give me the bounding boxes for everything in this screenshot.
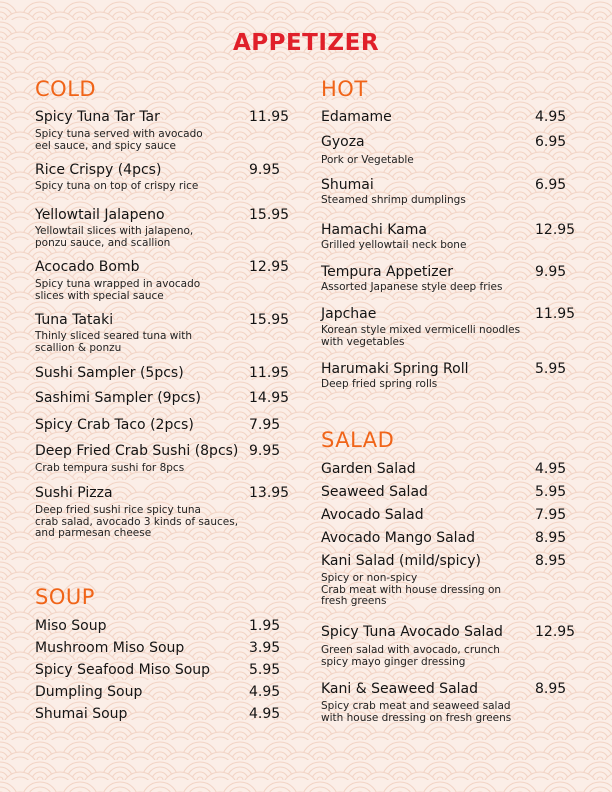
item-name: Harumaki Spring Roll [321,361,469,377]
item-price: 6.95 [535,177,567,193]
item-description: Crab tempura sushi for 8pcs [35,462,185,474]
item-price: 1.95 [249,618,281,634]
item-description: Spicy crab meat and seaweed salad with house dressing on fresh greens [321,700,512,724]
item-price: 11.95 [249,109,290,125]
item-name: Avocado Salad [321,507,424,523]
item-price: 5.95 [535,484,567,500]
item-name: Sushi Pizza [35,485,113,501]
item-name: Yellowtail Jalapeno [35,207,165,223]
item-price: 6.95 [535,134,567,150]
item-price: 4.95 [249,706,281,722]
item-description: Deep fried spring rolls [321,378,438,390]
item-price: 7.95 [249,417,281,433]
item-name: Rice Crispy (4pcs) [35,162,162,178]
item-name: Spicy Tuna Avocado Salad [321,624,503,640]
section-title-salad: SALAD [321,428,395,452]
item-description: Green salad with avocado, crunch spicy mayo ginger dressing [321,644,500,668]
item-price: 9.95 [249,443,281,459]
item-description: Spicy or non-spicy Crab meat with house dressing on fresh greens [321,572,502,607]
item-description: Korean style mixed vermicelli noodles with vegetables [321,324,521,348]
item-price: 13.95 [249,485,290,501]
item-price: 8.95 [535,681,567,697]
item-name: Seaweed Salad [321,484,428,500]
item-price: 11.95 [535,306,576,322]
item-description: Pork or Vegetable [321,154,414,166]
item-description: Spicy tuna on top of crispy rice [35,180,199,192]
item-name: Avocado Mango Salad [321,530,476,546]
item-name: Shumai Soup [35,706,128,722]
item-price: 5.95 [535,361,567,377]
item-name: Shumai [321,177,374,193]
page-title: APPETIZER [232,30,380,56]
item-price: 7.95 [535,507,567,523]
item-description: Deep fried sushi rice spicy tuna crab salad, avocado 3 kinds of sauces, and parmesan cheese [35,504,239,539]
item-name: Sushi Sampler (5pcs) [35,365,184,381]
section-title-hot: HOT [321,77,368,101]
item-name: Spicy Seafood Miso Soup [35,662,211,678]
item-price: 12.95 [249,259,290,275]
item-price: 9.95 [535,264,567,280]
item-price: 8.95 [535,553,567,569]
item-name: Hamachi Kama [321,222,427,238]
item-name: Dumpling Soup [35,684,143,700]
item-description: Yellowtail slices with jalapeno, ponzu sauce, and scallion [35,225,194,249]
item-price: 4.95 [249,684,281,700]
item-name: Tempura Appetizer [321,264,454,280]
item-name: Garden Salad [321,461,416,477]
item-name: Kani Salad (mild/spicy) [321,553,481,569]
item-name: Deep Fried Crab Sushi (8pcs) [35,443,239,459]
item-description: Grilled yellowtail neck bone [321,239,467,251]
item-price: 4.95 [535,461,567,477]
item-description: Steamed shrimp dumplings [321,194,466,206]
item-price: 4.95 [535,109,567,125]
item-name: Mushroom Miso Soup [35,640,185,656]
item-name: Miso Soup [35,618,107,634]
item-price: 9.95 [249,162,281,178]
item-name: Edamame [321,109,392,125]
item-price: 11.95 [249,365,290,381]
item-name: Japchae [321,306,377,322]
section-title-soup: SOUP [35,585,95,609]
item-name: Sashimi Sampler (9pcs) [35,390,201,406]
item-price: 12.95 [535,222,576,238]
item-name: Spicy Tuna Tar Tar [35,109,160,125]
item-price: 3.95 [249,640,281,656]
item-description: Assorted Japanese style deep fries [321,281,503,293]
item-price: 15.95 [249,207,290,223]
item-description: Thinly sliced seared tuna with scallion & ponzu [35,330,193,354]
item-name: Tuna Tataki [35,312,114,328]
item-name: Acocado Bomb [35,259,140,275]
item-name: Kani & Seaweed Salad [321,681,479,697]
item-name: Spicy Crab Taco (2pcs) [35,417,194,433]
section-title-cold: COLD [35,77,97,101]
item-price: 14.95 [249,390,290,406]
item-name: Gyoza [321,134,365,150]
item-price: 8.95 [535,530,567,546]
item-description: Spicy tuna wrapped in avocado slices with special sauce [35,278,201,302]
item-description: Spicy tuna served with avocado eel sauce, and spicy sauce [35,128,203,152]
item-price: 15.95 [249,312,290,328]
item-price: 5.95 [249,662,281,678]
item-price: 12.95 [535,624,576,640]
